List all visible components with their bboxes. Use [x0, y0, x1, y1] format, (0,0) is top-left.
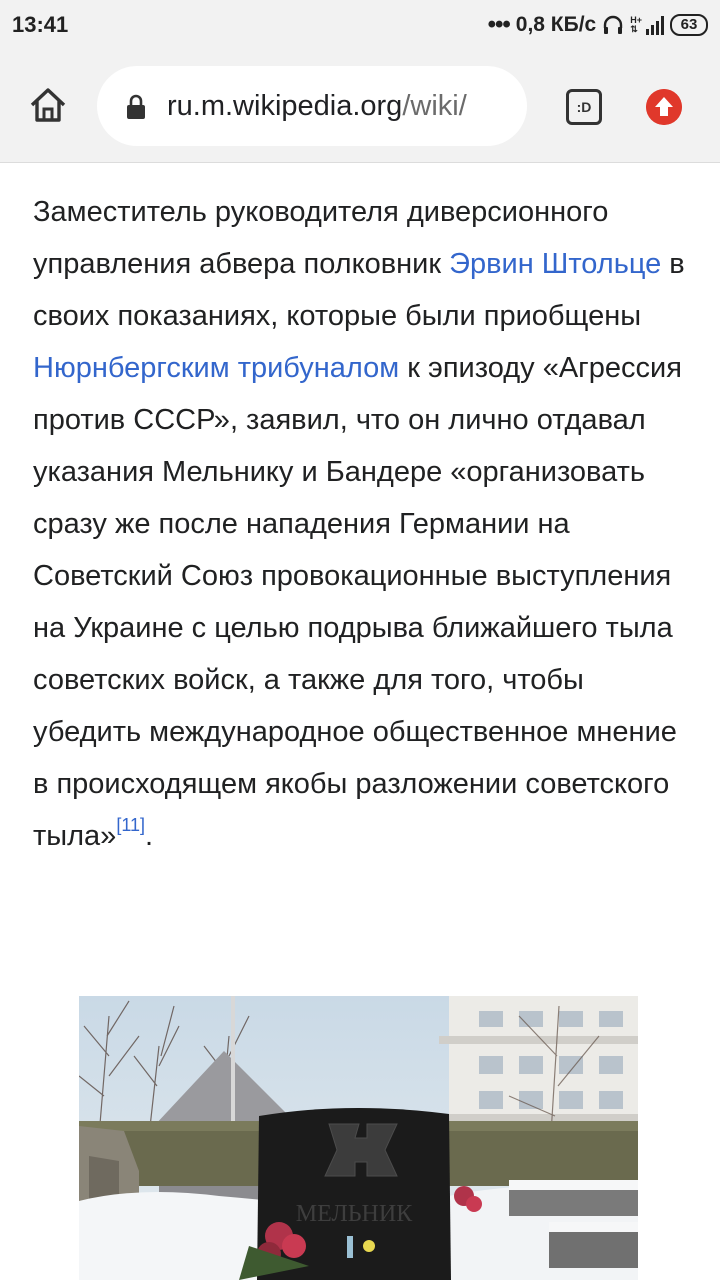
- article-paragraph: [33, 186, 693, 862]
- upload-icon[interactable]: [646, 89, 682, 125]
- signal-icon: [646, 15, 664, 35]
- paragraph-text: .: [145, 820, 154, 852]
- gravestone-photo: [79, 996, 638, 1280]
- link-ervin-stolze[interactable]: Эрвин Штольце: [449, 248, 662, 280]
- lock-icon: [125, 94, 147, 120]
- home-icon[interactable]: [28, 85, 68, 125]
- tab-switcher-icon[interactable]: [566, 89, 602, 125]
- notification-dots-icon: •••: [487, 11, 510, 38]
- status-bar: [0, 0, 720, 52]
- network-speed: 0,8 КБ/с: [515, 13, 597, 36]
- url-path: /wiki/: [402, 90, 467, 122]
- url-text[interactable]: [167, 90, 523, 123]
- tab-switcher-label: :D: [576, 99, 592, 115]
- article-image[interactable]: [79, 996, 638, 1280]
- paragraph-text: Заместитель руководителя диверсионного управления абвера полковник: [33, 196, 609, 280]
- browser-toolbar: [0, 52, 720, 163]
- url-host: ru.m.wikipedia.org: [167, 90, 403, 122]
- address-bar[interactable]: [97, 66, 527, 146]
- reference-link[interactable]: [11]: [116, 815, 145, 835]
- gravestone-text: МЕЛЬНИК: [295, 1201, 413, 1227]
- paragraph-text: в своих показаниях, которые были приобщены: [33, 248, 685, 332]
- network-type: H+ ⇅: [630, 15, 642, 34]
- status-icons: [488, 10, 708, 40]
- status-time: 13:41: [12, 12, 69, 37]
- paragraph-text: к эпизоду «Агрессия против СССР», заявил, что он лично отдавал указания Мельнику и Бандере «организовать сразу же после нападения Германии на Советский Союз провокационные выступления на Украине с целью подрыва ближайшего тыла советских войск, а также для того, чтобы убедить международное общественное мнение в происходящем якобы разложении советского тыла»: [33, 352, 682, 852]
- link-nuremberg-tribunal[interactable]: Нюрнбергским трибуналом: [33, 352, 400, 384]
- battery-icon: 63: [670, 14, 708, 36]
- headphones-icon: [602, 14, 624, 36]
